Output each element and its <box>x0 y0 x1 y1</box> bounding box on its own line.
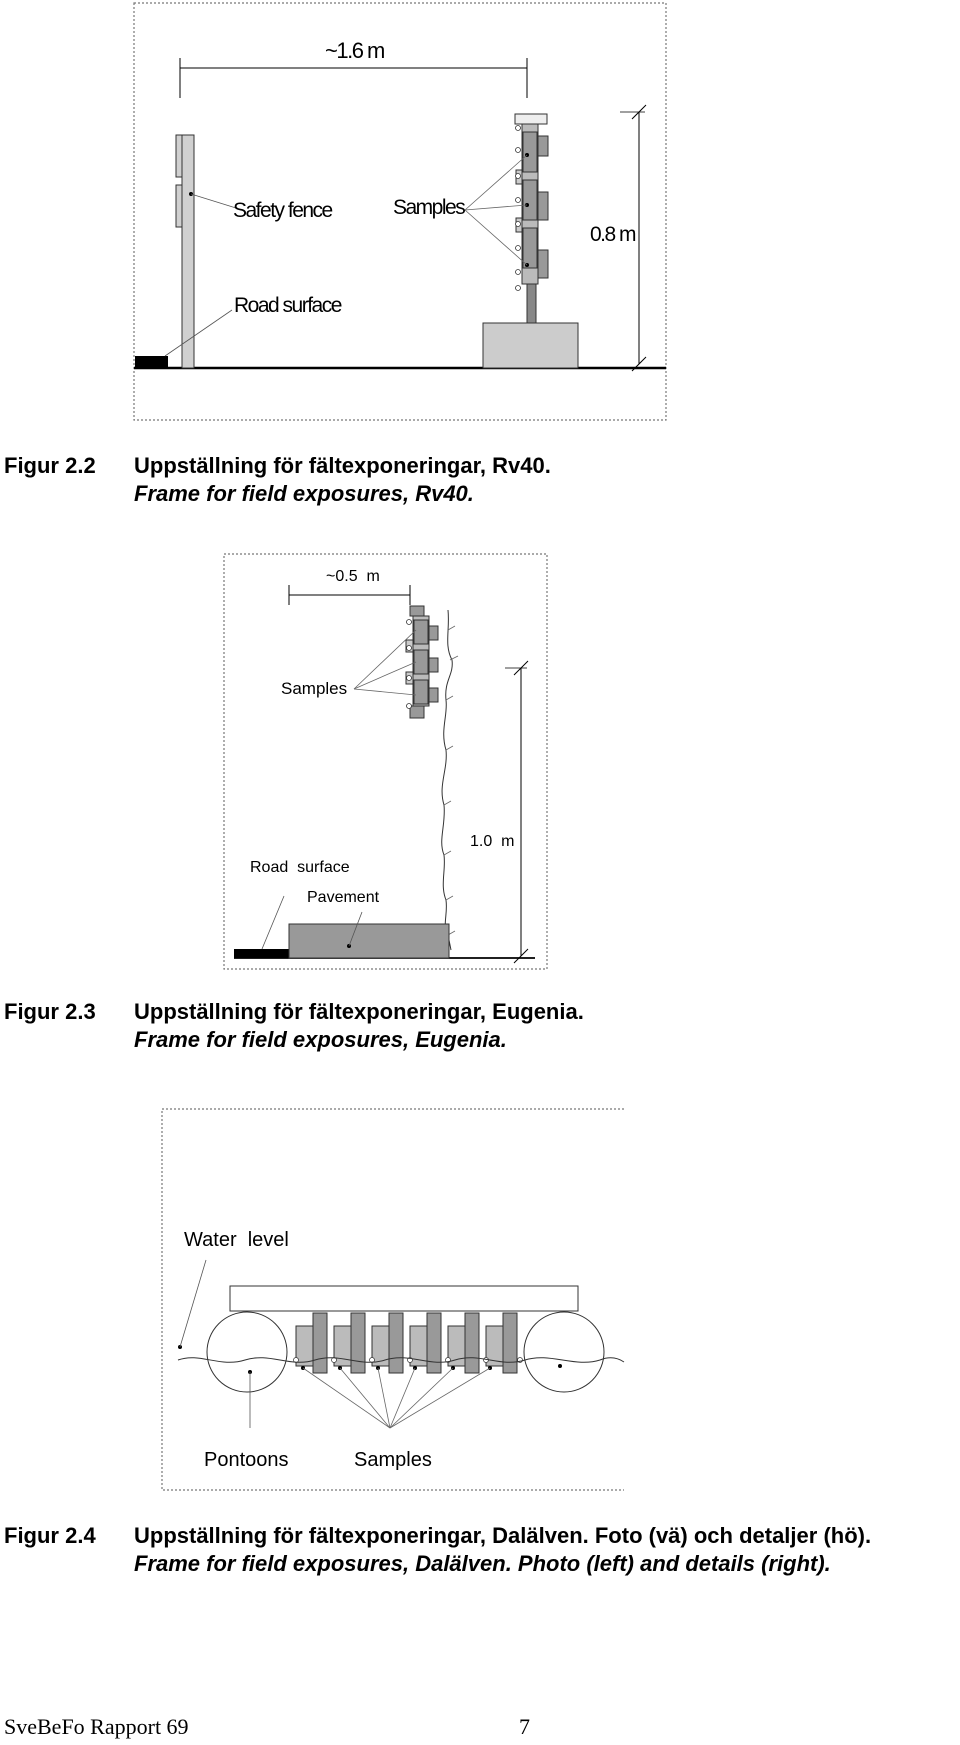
footer-report-name: SveBeFo Rapport 69 <box>4 1714 189 1739</box>
pavement-block <box>289 924 449 958</box>
safety-fence-post <box>182 135 194 368</box>
caption-number: Figur 2.2 <box>4 453 96 478</box>
safety-fence-label: Safety fence <box>233 199 332 222</box>
figure-2-2-diagram <box>0 0 960 425</box>
width-label: ~1.6 m <box>325 38 384 63</box>
pavement-label: Pavement <box>307 889 380 906</box>
rack-post <box>527 283 536 323</box>
caption-swedish: Uppställning för fältexponeringar, Eugenia. <box>134 999 584 1024</box>
figure-frame <box>224 554 547 969</box>
water-level-label: Water level <box>184 1229 289 1251</box>
caption-english: Frame for field exposures, Dalälven. Photo (left) and details (right). <box>134 1551 831 1576</box>
pontoon-deck <box>230 1286 578 1311</box>
caption-swedish: Uppställning för fältexponeringar, Rv40. <box>134 453 551 478</box>
pontoon-left <box>207 1312 287 1392</box>
height-label: 0.8 m <box>590 223 636 246</box>
footer-page-number: 7 <box>519 1714 530 1739</box>
road-surface-label: Road surface <box>250 859 350 876</box>
road-surface-block <box>234 949 292 958</box>
caption-number: Figur 2.4 <box>4 1523 96 1548</box>
road-surface-block <box>135 356 168 368</box>
rack-base <box>483 323 578 368</box>
figure-2-3-diagram <box>0 550 960 970</box>
samples-label: Samples <box>354 1449 432 1471</box>
sample-panels <box>296 1313 517 1373</box>
samples-label: Samples <box>393 196 465 219</box>
caption-swedish: Uppställning för fältexponeringar, Dalälven. Foto (vä) och detaljer (hö). <box>134 1523 872 1548</box>
road-surface-label: Road surface <box>234 294 341 317</box>
pontoons-label: Pontoons <box>204 1449 289 1471</box>
caption-number: Figur 2.3 <box>4 999 96 1024</box>
caption-english: Frame for field exposures, Eugenia. <box>134 1027 507 1052</box>
height-label: 1.0 m <box>470 833 515 850</box>
caption-english: Frame for field exposures, Rv40. <box>134 481 474 506</box>
pontoon-right <box>524 1312 604 1392</box>
width-label: ~0.5 m <box>326 568 380 585</box>
samples-label: Samples <box>281 679 348 698</box>
figure-2-4-diagram <box>0 1100 960 1500</box>
